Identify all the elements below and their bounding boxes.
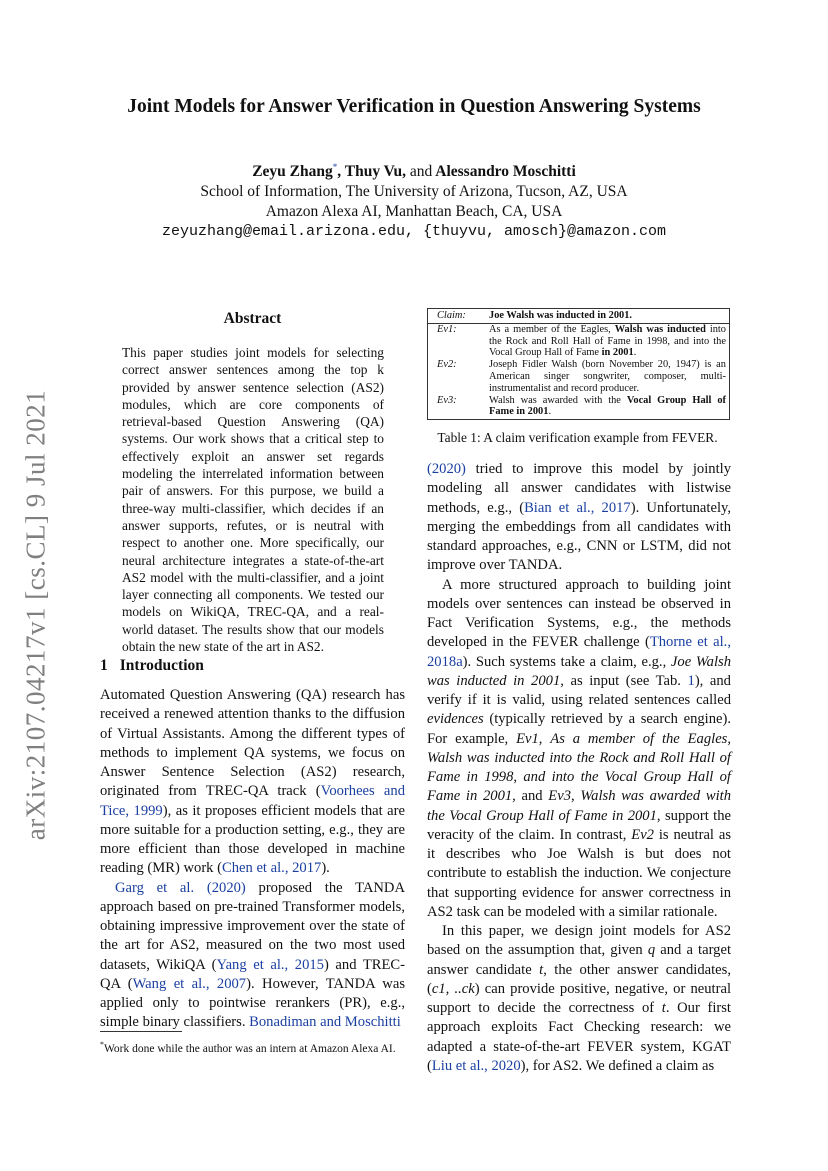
row-text: Joe Walsh was inducted in 2001. bbox=[489, 310, 632, 321]
footnote-rule bbox=[100, 1031, 182, 1032]
affiliation-2: Amazon Alexa AI, Manhattan Beach, CA, USA bbox=[265, 203, 563, 221]
citation-link[interactable]: Garg et al. (2020) bbox=[115, 879, 246, 896]
row-label: Claim: bbox=[437, 310, 466, 321]
emails: zeyuzhang@email.arizona.edu, {thuyvu, amosch}@amazon.com bbox=[161, 223, 667, 241]
row-text: As a member of the Eagles, Walsh was inducted into the Rock and Roll Hall of Fame in 1998, and into the Vocal Group Hall of Fame in 2001. bbox=[489, 323, 726, 359]
affiliation-1: School of Information, The University of Arizona, Tucson, AZ, USA bbox=[200, 183, 628, 201]
author-3: Alessandro Moschitti bbox=[435, 163, 576, 181]
right-column bbox=[427, 460, 731, 1076]
section-title: Introduction bbox=[119, 657, 204, 674]
citation-link[interactable]: Thorne et al., 2018a bbox=[427, 634, 731, 670]
row-label: Ev1: bbox=[437, 323, 457, 335]
abstract-text: This paper studies joint models for selecting correct answer sentences among the top k provided by answer sentence selection (AS2) modules, which are core components of retrieval-based Question Answering (QA) systems. Our work shows that a critical step to effectively exploit an answer set regards modeling the interrelated information between pair of answers. For this purpose, we build a three-way multi-classifier, which decides if an answer supports, refutes, or is neutral with respect to another one. More specifically, our neural architecture integrates a state-of-the-art AS2 model with the multi-classifier, and a joint layer connecting all components. We tested our models on WikiQA, TREC-QA, and a real-world dataset. The results show that our models obtain the new state of the art in AS2. bbox=[122, 345, 384, 655]
row-text: Walsh was awarded with the Vocal Group Hall of Fame in 2001. bbox=[489, 394, 726, 418]
intro-paragraph-2: Garg et al. (2020) proposed the TANDA approach based on pre-trained Transformer models, obtaining impressive improvement over the state of the art for AS2, measured on the two most used datasets, WikiQA (Yang et al., 2015) and TREC-QA (Wang et al., 2007). However, TANDA was applied only to pointwise rerankers (PR), e.g., simple binary classifiers. Bonadiman and Moschitti bbox=[100, 879, 405, 1031]
right-paragraph-1: (2020) tried to improve this model by jointly modeling all answer candidates with listwise methods, e.g., (Bian et al., 2017). Unfortunately, merging the embeddings from all candidates with standard approaches, e.g., CNN or LSTM, did not improve over TANDA. bbox=[427, 461, 731, 574]
abstract-heading: Abstract bbox=[223, 310, 282, 327]
citation-link[interactable]: Liu et al., 2020 bbox=[431, 1057, 521, 1074]
author-2: Thuy Vu bbox=[344, 163, 403, 181]
left-column bbox=[100, 686, 405, 1033]
citation-link[interactable]: Yang et al., 2015 bbox=[216, 956, 324, 973]
citation-link[interactable]: Chen et al., 2017 bbox=[222, 860, 322, 877]
table-row bbox=[428, 395, 729, 420]
section-heading bbox=[100, 657, 204, 675]
intro-paragraph-1: Automated Question Answering (QA) research has received a renewed attention thanks to the diffusion of Virtual Assistants. Among the different types of methods to implement QA systems, we focus on Answer Sentence Selection (AS2) research, originated from TREC-QA track (Voorhees and Tice, 1999), as it proposes efficient models that are more suitable for a production setting, e.g., they are more efficient than those developed in machine reading (MR) work (Chen et al., 2017). bbox=[100, 687, 405, 877]
table-row bbox=[428, 359, 729, 394]
arxiv-stamp bbox=[18, 380, 54, 850]
arxiv-id: arXiv:2107.04217v1 [cs.CL] 9 Jul 2021 bbox=[20, 389, 51, 841]
table-row bbox=[428, 309, 729, 324]
author-block bbox=[0, 157, 828, 242]
row-label: Ev3: bbox=[437, 394, 457, 406]
section-number: 1 bbox=[100, 657, 108, 674]
citation-link[interactable]: Voorhees and Tice, 1999 bbox=[100, 783, 405, 819]
footnote-mark: * bbox=[332, 162, 338, 172]
author-1: Zeyu Zhang bbox=[252, 163, 333, 181]
citation-link[interactable]: (2020) bbox=[427, 461, 466, 477]
row-text: Joseph Fidler Walsh (born November 20, 1947) is an American singer songwriter, composer, multi-instrumentalist and record producer. bbox=[489, 359, 726, 394]
claim-table bbox=[427, 308, 730, 420]
paper-title: Joint Models for Answer Verification in Question Answering Systems bbox=[127, 96, 701, 117]
and-text: and bbox=[409, 163, 433, 181]
citation-link[interactable]: 1 bbox=[687, 672, 695, 689]
citation-link[interactable]: Wang et al., 2007 bbox=[132, 975, 247, 992]
row-label: Ev2: bbox=[437, 359, 457, 371]
author-names: Zeyu Zhang*, Thuy Vu, and Alessandro Moschitti bbox=[252, 162, 576, 181]
footnote: *Work done while the author was an intern at Amazon Alexa AI. bbox=[100, 1040, 396, 1055]
table-row bbox=[428, 324, 729, 359]
right-paragraph-2: A more structured approach to building joint models over sentences can instead be observed in Fact Verification Systems, e.g., the methods developed in the FEVER challenge (Thorne et al., 2018a). Such systems take a claim, e.g., Joe Walsh was inducted in 2001, as input (see Tab. 1), and verify if it is valid, using related sentences called evidences (typically retrieved by a search engine). For example, Ev1, As a member of the Eagles, Walsh was inducted into the Rock and Roll Hall of Fame in 1998, and into the Vocal Group Hall of Fame in 2001, and Ev3, Walsh was awarded with the Vocal Group Hall of Fame in 2001, support the veracity of the claim. In contrast, Ev2 is neutral as it describes who Joe Walsh is but does not contribute to establish the induction. We conjecture that supporting evidence for answer correctness in AS2 task can be modeled with a similar rationale. bbox=[427, 576, 732, 920]
table-caption: Table 1: A claim verification example from FEVER. bbox=[437, 430, 718, 445]
citation-link[interactable]: Bian et al., 2017 bbox=[524, 499, 631, 516]
right-paragraph-3: In this paper, we design joint models for AS2 based on the assumption that, given q and a target answer candidate t, the other answer candidates, (c1, ..ck) can provide positive, negative, or neutral support to decide the correctness of t. Our first approach exploits Fact Checking research: we adapted a state-of-the-art FEVER system, KGAT (Liu et al., 2020), for AS2. We defined a claim as bbox=[427, 923, 731, 1074]
citation-link[interactable]: Bonadiman and Moschitti bbox=[249, 1014, 401, 1031]
